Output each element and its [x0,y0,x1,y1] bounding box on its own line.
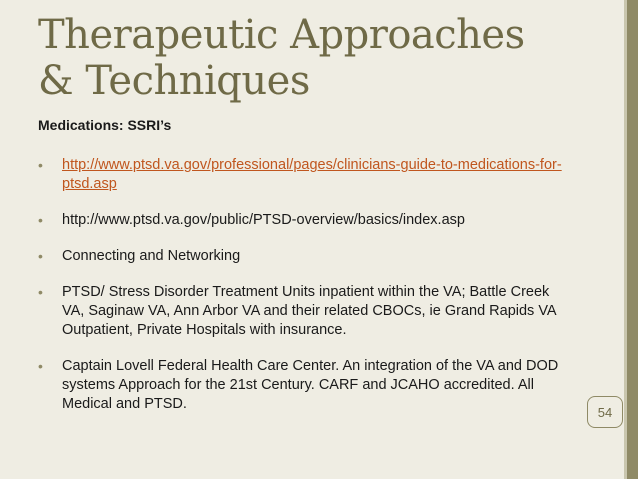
bullet-text: http://www.ptsd.va.gov/public/PTSD-overview/basics/index.asp [62,212,465,228]
bullet-item [38,357,573,414]
slide-subtitle: Medications: SSRI’s [38,117,172,133]
slide-side-band [627,0,638,479]
bullet-icon: • [38,248,43,264]
bullet-text: Captain Lovell Federal Health Care Center. An integration of the VA and DOD systems Approach for the 21st Century. CARF and JCAHO accredited. All Medical and PTSD. [62,358,559,412]
bullet-icon: • [38,157,43,173]
ptsd-medications-guide-link[interactable]: http://www.ptsd.va.gov/professional/pages/clinicians-guide-to-medications-for-ptsd.asp [62,157,562,192]
bullet-icon: • [38,358,43,374]
bullet-text: PTSD/ Stress Disorder Treatment Units inpatient within the VA; Battle Creek VA, Saginaw VA, Ann Arbor VA and their related CBOCs, ie Grand Rapids VA Outpatient, Private Hospitals with insurance. [62,284,556,338]
page-number: 54 [587,396,623,428]
bullet-text: Connecting and Networking [62,248,241,264]
slide-title: Therapeutic Approaches & Techniques [38,12,525,104]
bullet-list [38,156,573,431]
bullet-item [38,211,573,230]
bullet-item [38,283,573,340]
bullet-icon: • [38,284,43,300]
bullet-icon: • [38,212,43,228]
bullet-item [38,247,573,266]
bullet-item [38,156,573,194]
